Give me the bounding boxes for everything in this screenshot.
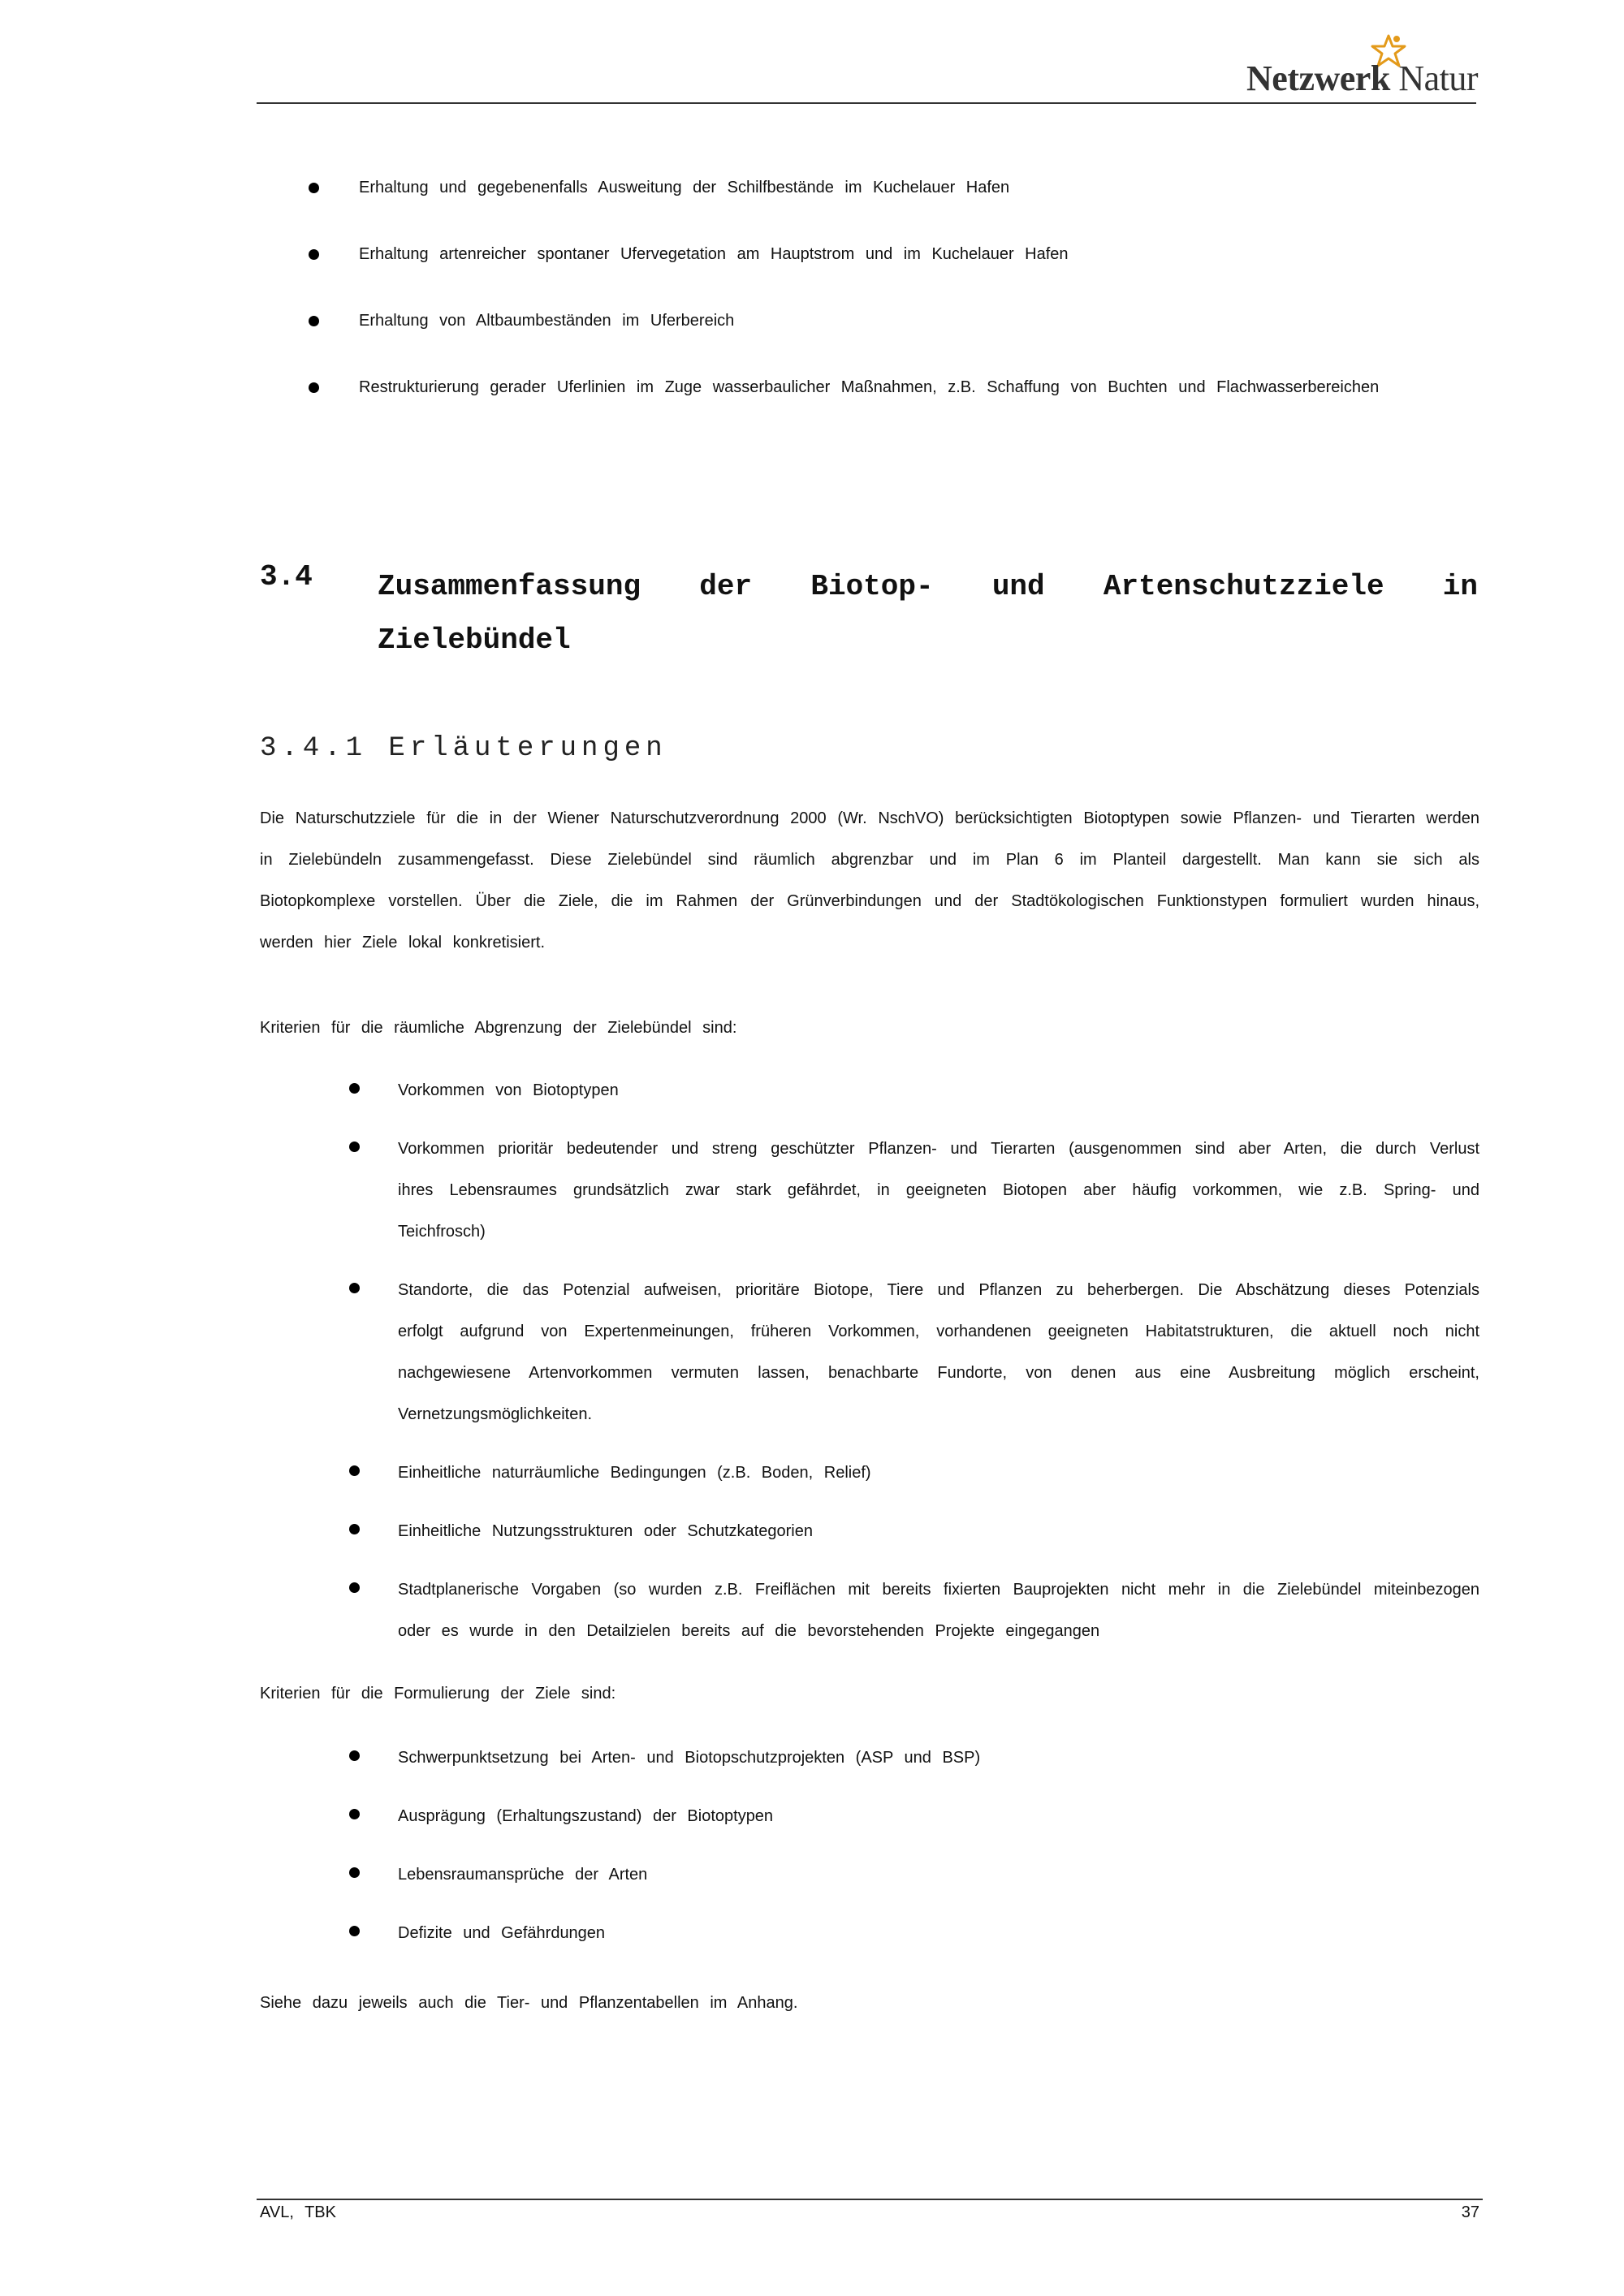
bullet-icon: [309, 382, 319, 393]
list-item: [309, 242, 1478, 309]
bullet-icon: [349, 1083, 360, 1094]
footer-authors: AVL, TBK: [260, 2203, 336, 2221]
bullet-icon: [349, 1582, 360, 1593]
list-item: [349, 1854, 1479, 1896]
bullet-icon: [349, 1867, 360, 1878]
list-item: [349, 1511, 1479, 1552]
list-item: [349, 1129, 1479, 1253]
list-item-text: Vorkommen prioritär bedeutender und streng geschützter Pflanzen- und Tierarten (ausgenommen sind aber Arten, die durch Verlust ihres Lebensraumes grundsätzlich zwar stark gefährdet, in geeigneten Biotopen aber häufig vorkommen, wie z.B. Spring- und Teichfrosch): [398, 1140, 1479, 1241]
logo-word-regular: Natur: [1398, 58, 1478, 98]
goals-intro: Kriterien für die Formulierung der Ziele sind:: [260, 1685, 616, 1703]
list-item: [309, 309, 1478, 375]
list-item-text: Einheitliche Nutzungsstrukturen oder Schutzkategorien: [398, 1522, 813, 1540]
bullet-icon: [309, 249, 319, 260]
page-number: 37: [1461, 2203, 1479, 2221]
list-item-text: Stadtplanerische Vorgaben (so wurden z.B. Freiflächen mit bereits fixierten Bauprojekten nicht mehr in die Zielebündel miteinbezogen oder es wurde in den Detailzielen bereits auf die bevorstehenden Projekte eingegangen: [398, 1581, 1479, 1640]
bullet-icon: [349, 1283, 360, 1293]
list-item-text: Schwerpunktsetzung bei Arten- und Biotopschutzprojekten (ASP und BSP): [398, 1749, 981, 1767]
list-item-text: Einheitliche naturräumliche Bedingungen (z.B. Boden, Relief): [398, 1464, 871, 1482]
list-item-text: Defizite und Gefährdungen: [398, 1924, 606, 1942]
bullet-icon: [349, 1142, 360, 1152]
list-item: [349, 1452, 1479, 1494]
list-item-text: Lebensraumansprüche der Arten: [398, 1866, 648, 1884]
list-item-text: Erhaltung artenreicher spontaner Ufervegetation am Hauptstrom und im Kuchelauer Hafen: [359, 245, 1069, 263]
list-item-text: Erhaltung von Altbaumbeständen im Uferbereich: [359, 312, 735, 330]
list-item: [349, 1737, 1479, 1779]
list-item-text: Vorkommen von Biotoptypen: [398, 1081, 619, 1099]
bullet-icon: [349, 1809, 360, 1819]
goals-list: [349, 1737, 1479, 1971]
bullet-icon: [349, 1750, 360, 1761]
bullet-icon: [309, 316, 319, 326]
list-item: [349, 1569, 1479, 1652]
bullet-icon: [349, 1465, 360, 1476]
list-item-text: Erhaltung und gegebenenfalls Ausweitung der Schilfbestände im Kuchelauer Hafen: [359, 179, 1010, 196]
list-item: [309, 175, 1478, 242]
subsection-heading: 3.4.1 Erläuterungen: [260, 733, 667, 764]
list-item: [349, 1796, 1479, 1837]
criteria-intro: Kriterien für die räumliche Abgrenzung der Zielebündel sind:: [260, 1019, 737, 1037]
bullet-icon: [309, 183, 319, 193]
section-number: 3.4: [260, 560, 313, 593]
bullet-icon: [349, 1524, 360, 1534]
list-item: [309, 375, 1478, 442]
list-item: [349, 1270, 1479, 1435]
netzwerk-natur-logo: [1242, 32, 1478, 102]
header-divider: [257, 102, 1476, 104]
section-title: Zusammenfassung der Biotop- und Artenschutzziele in Zielebündel: [378, 570, 1478, 657]
closing-note: Siehe dazu jeweils auch die Tier- und Pflanzentabellen im Anhang.: [260, 1994, 798, 2012]
list-item-text: Standorte, die das Potenzial aufweisen, prioritäre Biotope, Tiere und Pflanzen zu beherbergen. Die Abschätzung dieses Potenzials erfolgt aufgrund von Expertenmeinungen, früheren Vorkommen, vorhandenen geeigneten Habitatstrukturen, die aktuell noch nicht nachgewiesene Artenvorkommen vermuten lassen, benachbarte Fundorte, von denen aus eine Ausbreitung möglich erscheint, Vernetzungsmöglichkeiten.: [398, 1281, 1479, 1423]
list-item-text: Restrukturierung gerader Uferlinien im Zuge wasserbaulicher Maßnahmen, z.B. Schaffung von Buchten und Flachwasserbereichen: [359, 378, 1380, 396]
list-item: [349, 1913, 1479, 1954]
logo-text: [1246, 58, 1478, 99]
criteria-list: [349, 1070, 1479, 1669]
list-item-text: Ausprägung (Erhaltungszustand) der Biotoptypen: [398, 1807, 774, 1825]
intro-paragraph: Die Naturschutzziele für die in der Wiener Naturschutzverordnung 2000 (Wr. NschVO) berücksichtigten Biotoptypen sowie Pflanzen- und Tierarten werden in Zielebündeln zusammengefasst. Diese Zielebündel sind räumlich abgrenzbar und im Plan 6 im Planteil dargestellt. Man kann sie sich als Biotopkomplexe vorstellen. Über die Ziele, die im Rahmen der Grünverbindungen und der Stadtökologischen Funktionstypen formuliert wurden hinaus, werden hier Ziele lokal konkretisiert.: [260, 809, 1479, 952]
list-item: [349, 1070, 1479, 1111]
bullet-icon: [349, 1926, 360, 1936]
top-bullet-list: [309, 175, 1478, 442]
footer-divider: [257, 2199, 1483, 2200]
logo-word-bold: Netzwerk: [1246, 58, 1390, 98]
